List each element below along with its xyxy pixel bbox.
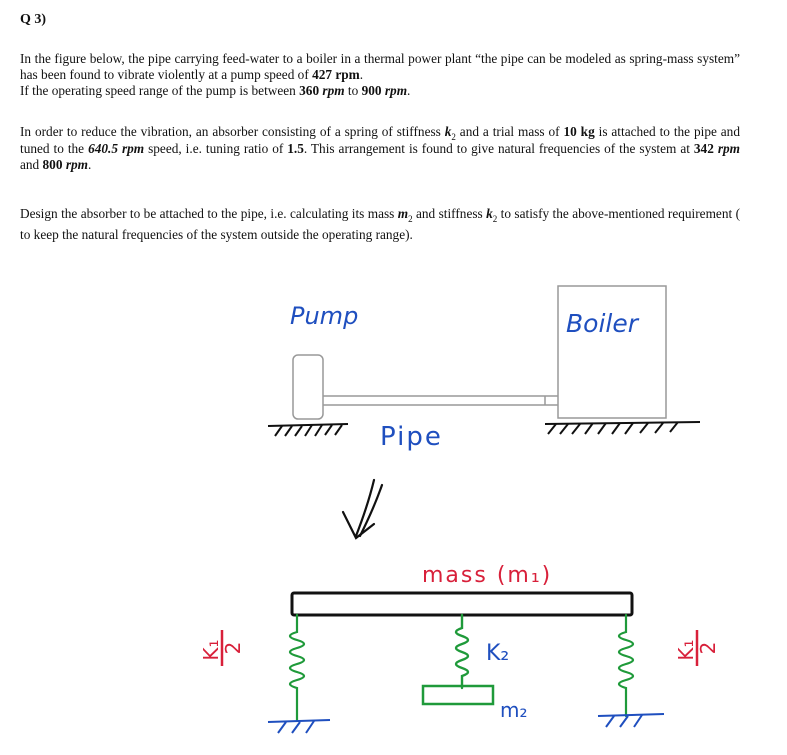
p3-text-3: to satisfy the above-mentioned requirement ( to keep the natural frequencies of the system outside the operating range).	[20, 206, 740, 242]
k1-half-left	[199, 630, 245, 666]
spring-right-icon	[619, 615, 633, 716]
p2-k-subscript: 2	[451, 132, 456, 142]
k2-label: K₂	[486, 641, 510, 666]
p1-pump-speed: 427 rpm	[312, 67, 360, 82]
p2-text-2: and a trial mass of	[455, 124, 564, 139]
pump-block	[293, 355, 323, 419]
absorber-spring-icon	[456, 615, 468, 688]
boiler-label: Boiler	[566, 309, 638, 338]
p2-freq-2: 800	[42, 157, 63, 172]
k1-left-numerator: K₁	[199, 639, 223, 661]
mass-m1-label: mass (m₁)	[422, 563, 553, 588]
p2-text-3: is attached to the pipe and tuned to the	[20, 124, 740, 156]
k1-right-numerator: K₁	[674, 639, 698, 661]
p1-rpm-unit-2: rpm	[384, 83, 408, 98]
p3-m-subscript: 2	[408, 214, 413, 224]
ground-right-spring	[598, 714, 664, 727]
ground-left-spring	[268, 720, 330, 733]
p1-text-3: If the operating speed range of the pump is between	[20, 83, 300, 98]
pipe-label: Pipe	[380, 422, 443, 452]
p3-text-2: and stiffness	[412, 206, 487, 221]
absorber-mass-m2	[423, 686, 493, 704]
p2-text-1: In order to reduce the vibration, an absorber consisting of a spring of stiffness	[20, 124, 445, 139]
p1-text-1: In the figure below, the pipe carrying feed-water to a boiler in a thermal power plant “the pipe can be modeled as spring-mass system” has been found to vibrate violently at a pump speed of	[20, 51, 740, 82]
k1-left-denominator: 2	[221, 641, 245, 655]
p2-trial-mass: 10 kg	[563, 124, 595, 139]
p3-k-subscript: 2	[492, 214, 498, 224]
p1-text-4: to	[344, 83, 362, 98]
spring-left-icon	[290, 615, 304, 720]
p2-rpm-unit-1: rpm	[717, 141, 740, 156]
k1-right-denominator: 2	[696, 641, 720, 655]
question-number: Q 3)	[20, 12, 47, 27]
mass-m1-beam	[292, 593, 632, 615]
p3-text-1: Design the absorber to be attached to the pipe, i.e. calculating its mass	[20, 206, 398, 221]
k1-half-right	[674, 630, 720, 666]
p1-rpm-unit-1: rpm	[322, 83, 345, 98]
m2-label: m₂	[500, 698, 528, 722]
p1-range-low: 360	[299, 83, 320, 98]
p1-range-high: 900	[361, 83, 382, 98]
p2-text-7: .	[87, 157, 92, 172]
p3-m-symbol: m	[397, 206, 409, 221]
p2-freq-1: 342	[693, 141, 714, 156]
ground-left	[268, 424, 348, 436]
p1-text-2: .	[359, 67, 364, 82]
p2-text-5: . This arrangement is found to give natural frequencies of the system at	[303, 141, 694, 156]
p2-tuned-speed: 640.5 rpm	[88, 141, 145, 156]
p3-k-symbol: k	[486, 206, 493, 221]
boiler-block	[558, 286, 666, 418]
down-arrow-icon	[343, 480, 382, 538]
p2-k-symbol: k	[444, 124, 452, 139]
p1-text-5: .	[407, 83, 411, 98]
p2-text-6: and	[20, 157, 43, 172]
p2-tuning-ratio: 1.5	[287, 141, 304, 156]
p2-rpm-unit-2: rpm	[65, 157, 88, 172]
pump-label: Pump	[290, 302, 359, 330]
ground-right	[545, 422, 700, 434]
p2-text-4: speed, i.e. tuning ratio of	[144, 141, 288, 156]
